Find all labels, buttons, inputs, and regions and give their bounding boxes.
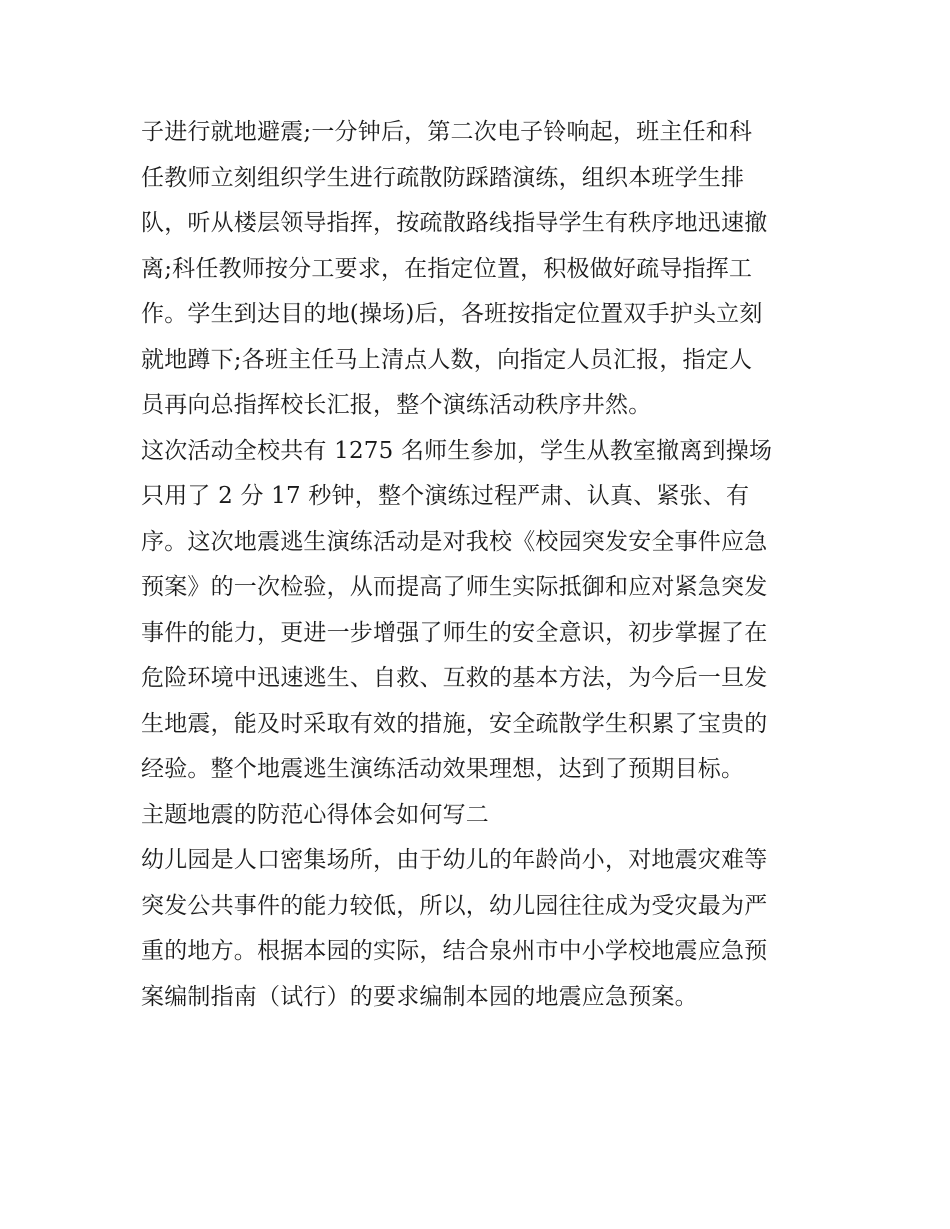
- text-line: 序。这次地震逃生演练活动是对我校《校园突发安全事件应急: [141, 528, 768, 555]
- text-line: 作。学生到达目的地(操场)后，各班按指定位置双手护头立刻: [141, 301, 763, 327]
- text-line: 只用了 2 分 17 秒钟，整个演练过程严肃、认真、紧张、有: [141, 483, 750, 509]
- document-body: [141, 110, 821, 1020]
- text-line: 预案》的一次检验，从而提高了师生实际抵御和应对紧急突发: [141, 574, 768, 600]
- text-line: 生地震，能及时采取有效的措施，安全疏散学生积累了宝贵的: [141, 710, 768, 737]
- text-line: 离;科任教师按分工要求，在指定位置，积极做好疏导指挥工: [141, 255, 753, 282]
- text-line: 经验。整个地震逃生演练活动效果理想，达到了预期目标。: [141, 756, 745, 782]
- text-line: 幼儿园是人口密集场所，由于幼儿的年龄尚小，对地震灾难等: [141, 847, 768, 873]
- text-line: 任教师立刻组织学生进行疏散防踩踏演练，组织本班学生排: [141, 164, 745, 191]
- text-line: 案编制指南（试行）的要求编制本园的地震应急预案。: [141, 983, 698, 1010]
- section-heading: 主题地震的防范心得体会如何写二: [141, 801, 489, 828]
- text-line: 这次活动全校共有 1275 名师生参加，学生从教室撤离到操场: [141, 437, 773, 464]
- text-line: 员再向总指挥校长汇报，整个演练活动秩序井然。: [141, 392, 652, 418]
- text-line: 事件的能力，更进一步增强了师生的安全意识，初步掌握了在: [141, 619, 768, 646]
- text-line: 突发公共事件的能力较低，所以，幼儿园往往成为受灾最为严: [141, 892, 768, 919]
- text-line: 队，听从楼层领导指挥，按疏散路线指导学生有秩序地迅速撤: [141, 210, 768, 236]
- text-line: 子进行就地避震;一分钟后，第二次电子铃响起，班主任和科: [141, 119, 753, 145]
- text-line: 危险环境中迅速逃生、自救、互救的基本方法，为今后一旦发: [141, 665, 768, 691]
- text-line: 重的地方。根据本园的实际，结合泉州市中小学校地震应急预: [141, 938, 768, 964]
- text-line: 就地蹲下;各班主任马上清点人数，向指定人员汇报，指定人: [141, 346, 753, 373]
